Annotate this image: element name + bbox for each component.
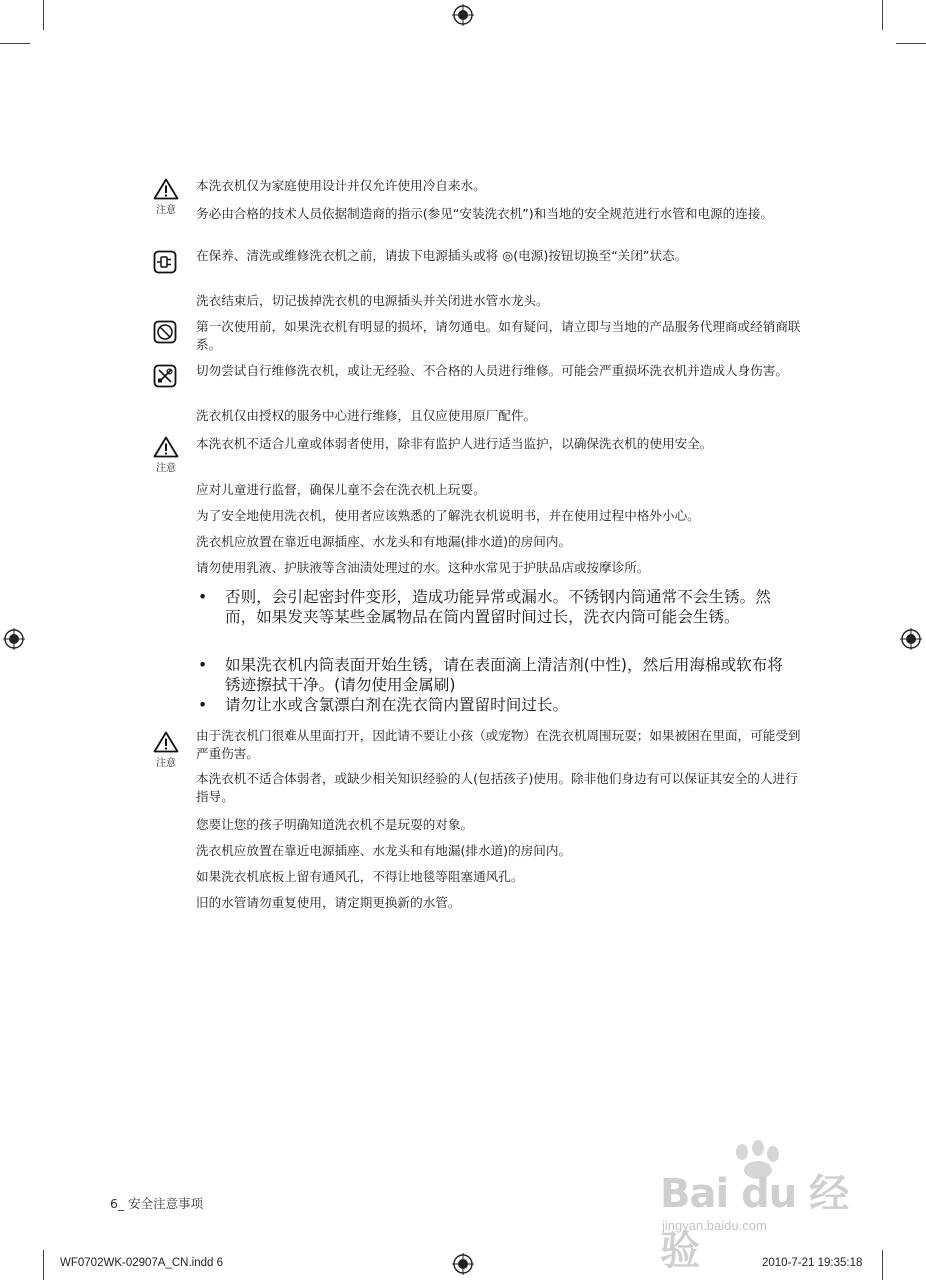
crop-mark [882, 1250, 883, 1280]
unplug-block [153, 250, 179, 274]
paragraph: 本洗衣机不适合儿童或体弱者使用，除非有监护人进行适当监护，以确保洗衣机的使用安全。 [196, 436, 713, 451]
unplug-icon [153, 250, 177, 274]
no-disassembly-icon [153, 364, 177, 388]
watermark-url: jingyan.baidu.com [662, 1218, 767, 1233]
caution-label: 注意 [156, 758, 176, 769]
paragraph: 请勿使用乳液、护肤液等含油渍处理过的水。这种水常见于护肤品店或按摩诊所。 [196, 560, 650, 575]
paragraph: 本洗衣机仅为家庭使用设计并仅允许使用冷自来水。 [196, 178, 486, 193]
paragraph: 在保养、清洗或维修洗衣机之前，请拔下电源插头或将 ◎(电源)按钮切换至“关闭”状态。 [196, 248, 688, 263]
watermark-logo: Bai du 经验 [660, 1171, 849, 1274]
caution-triangle-icon [153, 436, 179, 458]
paragraph: 洗衣机仅由授权的服务中心进行维修，且仅应使用原厂配件。 [196, 408, 537, 423]
registration-mark-icon [900, 628, 922, 650]
page-footer: 6_ 安全注意事项 [110, 1196, 204, 1211]
bullet-icon: • [198, 656, 208, 674]
paragraph: 务必由合格的技术人员依据制造商的指示(参见“安装洗衣机”)和当地的安全规范进行水管和电源的连接。 [196, 206, 774, 221]
registration-mark-icon [3, 628, 25, 650]
prohibited-icon [153, 320, 177, 344]
caution-triangle-icon [153, 731, 179, 753]
crop-mark [0, 43, 30, 44]
no-disassembly-block [153, 364, 179, 388]
caution-label: 注意 [156, 205, 176, 216]
registration-mark-icon [452, 4, 474, 26]
paragraph: 第一次使用前，如果洗衣机有明显的损坏，请勿通电。如有疑问，请立即与当地的产品服务代理商或经销商联系。 [196, 319, 801, 352]
paragraph: 由于洗衣机门很难从里面打开，因此请不要让小孩（或宠物）在洗衣机周围玩耍；如果被困在里面，可能受到严重伤害。 [196, 728, 801, 761]
paragraph: 您要让您的孩子明确知道洗衣机不是玩耍的对象。 [196, 817, 474, 832]
bullet-text: 如果洗衣机内筒表面开始生锈，请在表面滴上清洁剂(中性)，然后用海棉或软布将锈迹擦拭干净。(请勿使用金属刷) [225, 656, 783, 694]
bullet-icon: • [198, 588, 208, 606]
paragraph: 本洗衣机不适合体弱者，或缺少相关知识经验的人(包括孩子)使用。除非他们身边有可以保证其安全的人进行指导。 [196, 771, 798, 804]
caution-block-2 [153, 436, 179, 474]
paragraph: 为了安全地使用洗衣机，使用者应该熟悉的了解洗衣机说明书，并在使用过程中格外小心。 [196, 508, 700, 523]
paragraph: 切勿尝试自行维修洗衣机，或让无经验、不合格的人员进行维修。可能会严重损坏洗衣机并造成人身伤害。 [196, 363, 788, 378]
prohibited-block [153, 320, 179, 344]
crop-mark [43, 1250, 44, 1280]
caution-label: 注意 [156, 463, 176, 474]
paragraph: 旧的水管请勿重复使用，请定期更换新的水管。 [196, 895, 461, 910]
registration-mark-icon [452, 1253, 474, 1275]
crop-mark [43, 0, 44, 30]
caution-block-1 [153, 178, 179, 216]
bullet-icon: • [198, 696, 208, 714]
paragraph: 应对儿童进行监督，确保儿童不会在洗衣机上玩耍。 [196, 482, 486, 497]
caution-triangle-icon [153, 178, 179, 200]
bullet-text: 请勿让水或含氯漂白剂在洗衣筒内置留时间过长。 [225, 696, 569, 714]
paragraph: 洗衣结束后，切记拔掉洗衣机的电源插头并关闭进水管水龙头。 [196, 293, 549, 308]
paragraph: 如果洗衣机底板上留有通风孔，不得让地毯等阻塞通风孔。 [196, 869, 524, 884]
crop-mark [882, 0, 883, 30]
crop-mark [896, 43, 926, 44]
slug-timestamp: 2010-7-21 19:35:18 [762, 1257, 863, 1269]
caution-block-3 [153, 731, 179, 769]
paragraph: 洗衣机应放置在靠近电源插座、水龙头和有地漏(排水道)的房间内。 [196, 843, 572, 858]
bullet-text: 否则，会引起密封件变形，造成功能异常或漏水。不锈钢内筒通常不会生锈。然而，如果发夹等某些金属物品在筒内置留时间过长，洗衣内筒可能会生锈。 [225, 588, 771, 626]
slug-filename: WF0702WK-02907A_CN.indd 6 [60, 1257, 223, 1269]
paragraph: 洗衣机应放置在靠近电源插座、水龙头和有地漏(排水道)的房间内。 [196, 534, 572, 549]
